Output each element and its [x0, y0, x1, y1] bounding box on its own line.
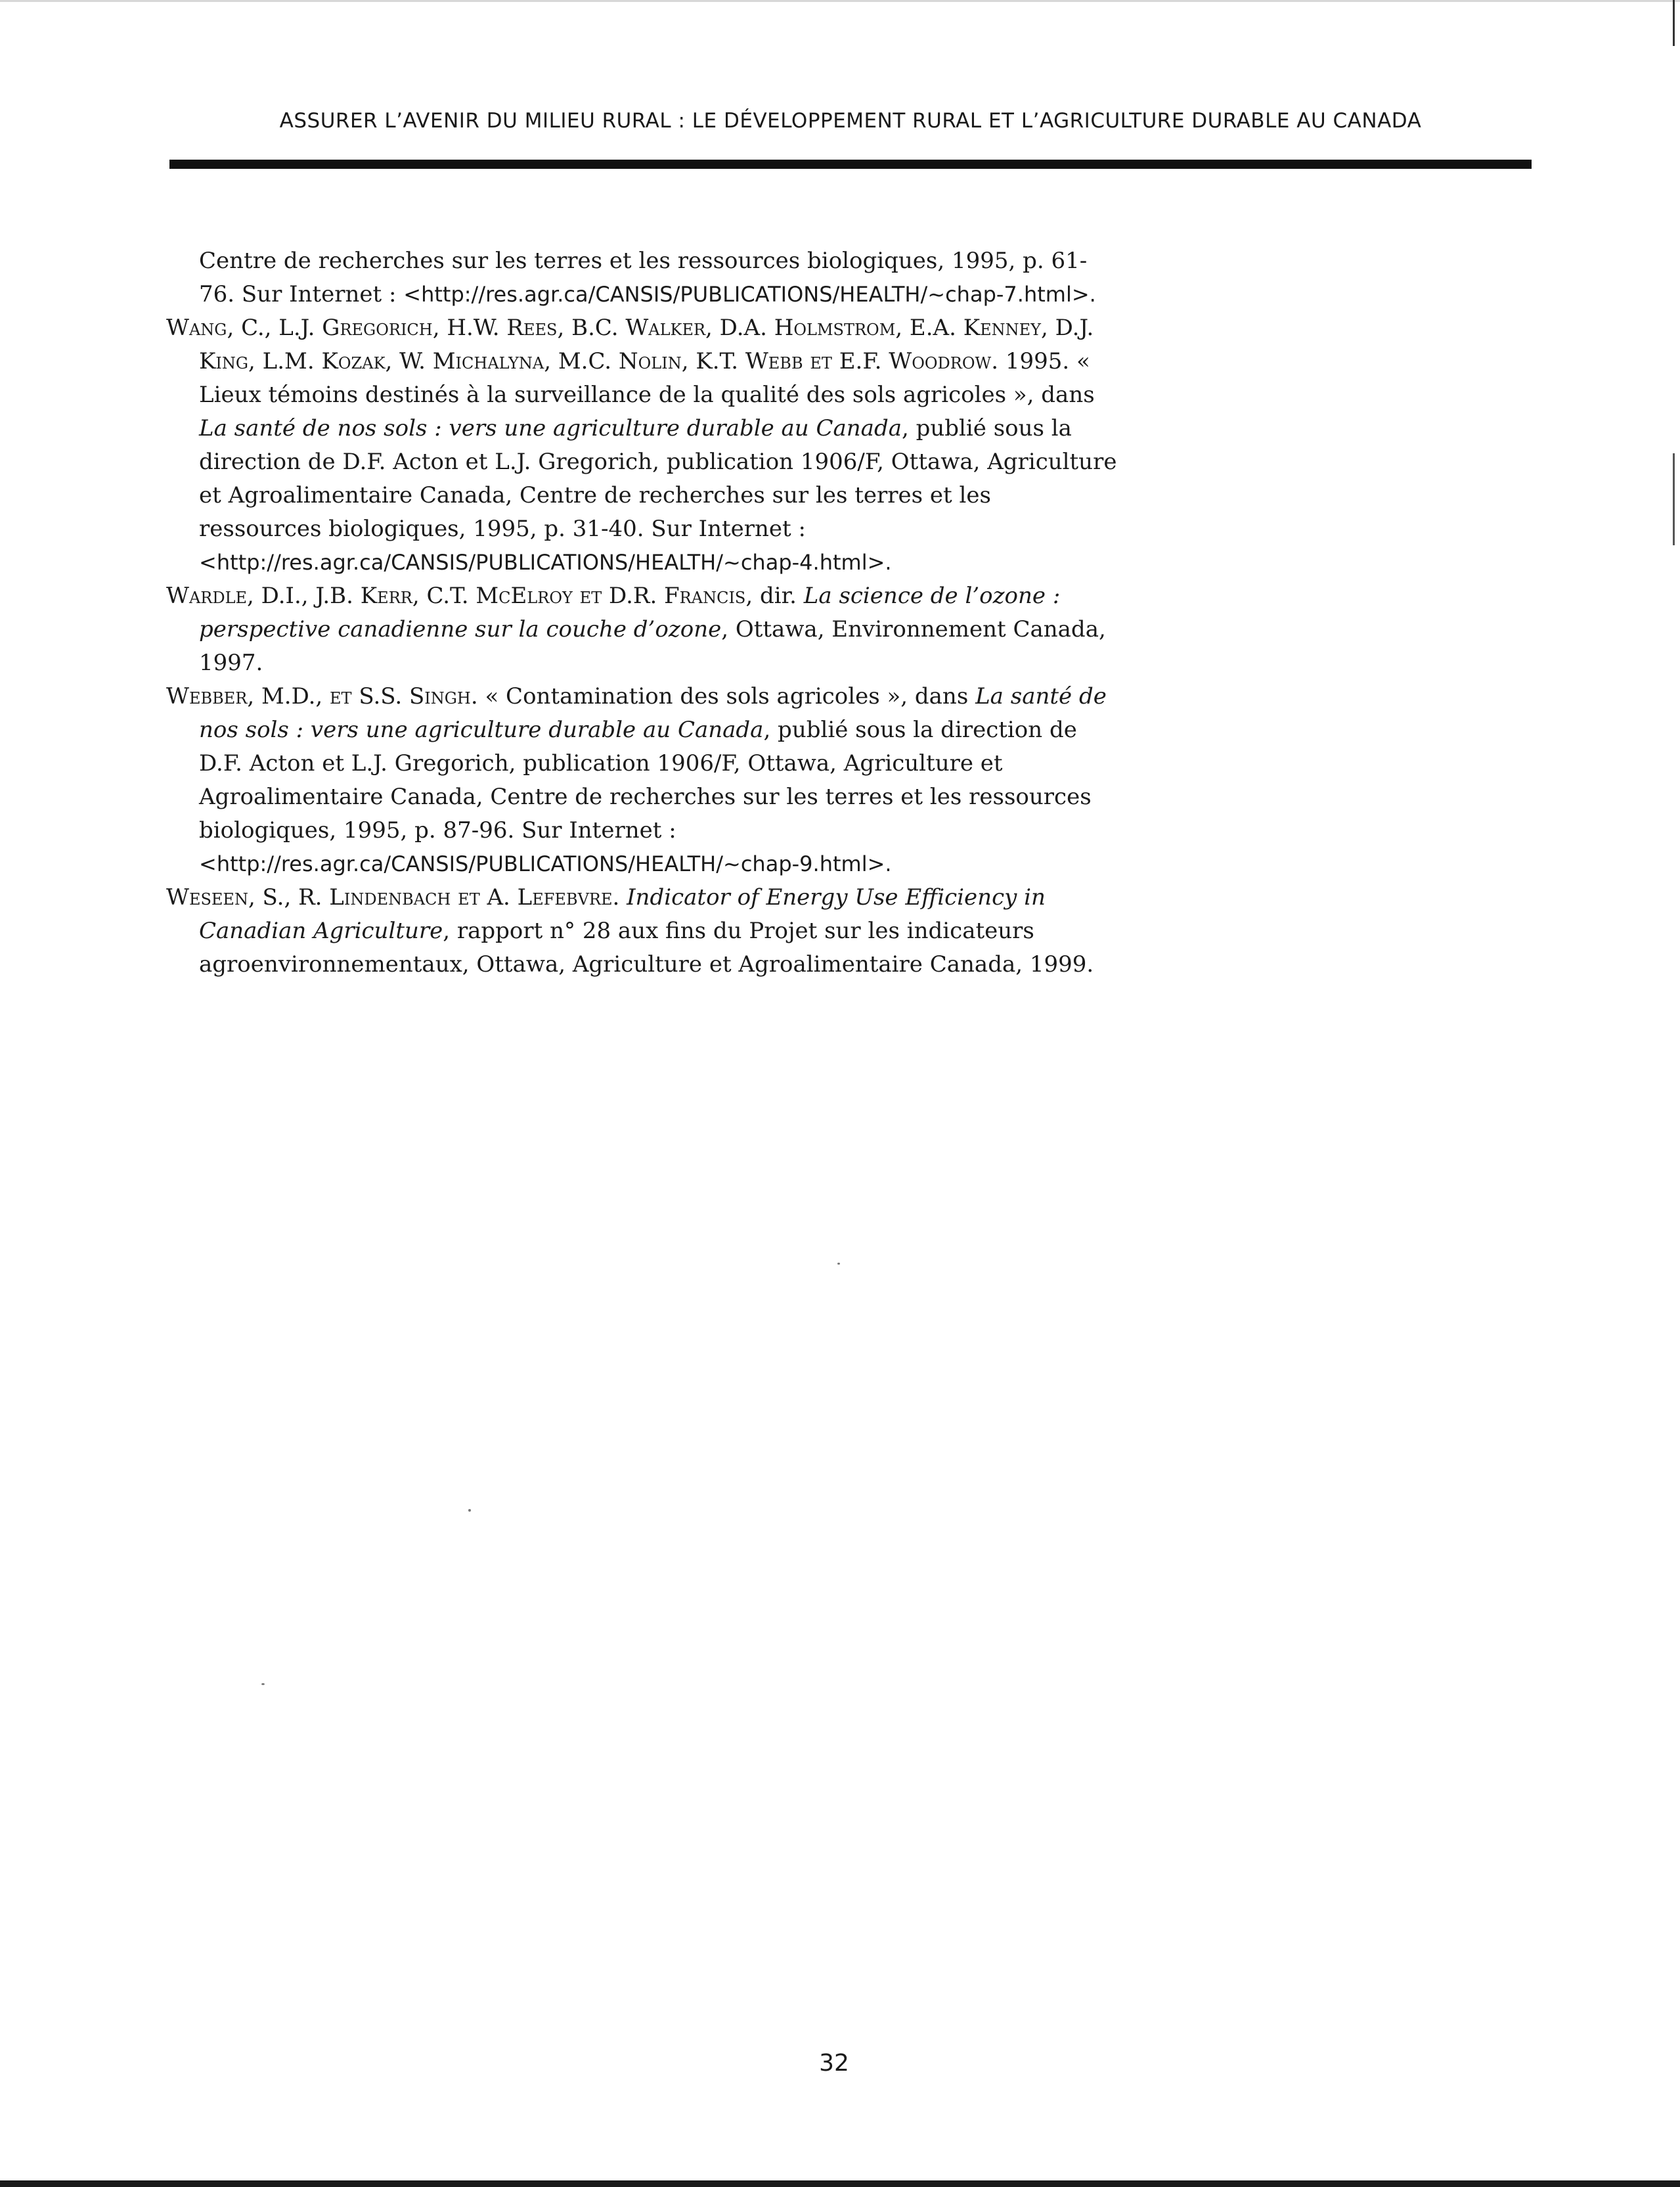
reference-entry — [166, 311, 1118, 579]
reference-entry — [166, 244, 1118, 311]
reference-authors: Wang, C., L.J. Gregorich, H.W. Rees, B.C. Walker, D.A. Holmstrom, E.A. Kenney, D.J. King, L.M. Kozak, W. Michalyna, M.C. Nolin, K.T. Webb et E.F. Woodrow. — [166, 315, 1094, 374]
reference-title: La santé de nos sols : vers une agriculture durable au Canada — [199, 683, 1107, 743]
scan-edge-bottom — [0, 2180, 1680, 2187]
reference-title: La santé de nos sols : vers une agriculture durable au Canada — [199, 415, 902, 441]
reference-text-after: , publié sous la direction de D.F. Acton et L.J. Gregorich, publication 1906/F, Ottawa, Agriculture et Agroalimentaire Canada, Centre de recherches sur les terres et les ressources biologiques, 1995, p. 31-40. Sur Internet : — [199, 415, 1117, 542]
reference-title: Indicator of Energy Use Efficiency in Canadian Agriculture — [199, 884, 1046, 944]
reference-entry — [166, 579, 1118, 680]
page-number: 32 — [819, 2050, 849, 2077]
reference-list — [166, 244, 1118, 981]
reference-text — [619, 884, 627, 911]
reference-url: <http://res.agr.ca/CANSIS/PUBLICATIONS/HEALTH/~chap-9.html>. — [199, 851, 892, 876]
scan-edge-right — [1673, 0, 1675, 46]
reference-authors: Wardle, D.I., J.B. Kerr, C.T. McElroy et D.R. Francis, — [166, 583, 753, 609]
reference-authors: Webber, M.D., et S.S. Singh. — [166, 683, 478, 710]
reference-title: La science de l’ozone : perspective canadienne sur la couche d’ozone — [199, 583, 1061, 643]
reference-text: « Contamination des sols agricoles », dans — [477, 683, 976, 710]
reference-text: dir. — [753, 583, 804, 609]
scan-speck — [468, 1509, 471, 1512]
reference-text: 1995. « Lieux témoins destinés à la surveillance de la qualité des sols agricoles », dans — [199, 348, 1095, 408]
reference-url: <http://res.agr.ca/CANSIS/PUBLICATIONS/HEALTH/~chap-4.html>. — [199, 550, 892, 575]
reference-authors: Weseen, S., R. Lindenbach et A. Lefebvre. — [166, 884, 620, 911]
reference-text-after: , publié sous la direction de D.F. Acton et L.J. Gregorich, publication 1906/F, Ottawa, Agriculture et Agroalimentaire Canada, Centre de recherches sur les terres et les ressources biologiques, 1995, p. 87-96. Sur Internet : — [199, 717, 1092, 844]
reference-text-after: , rapport n° 28 aux fins du Projet sur les indicateurs agroenvironnementaux, Ottawa, Agriculture et Agroalimentaire Canada, 1999. — [199, 918, 1094, 978]
scan-speck — [261, 1683, 265, 1685]
reference-text: Centre de recherches sur les terres et les ressources biologiques, 1995, p. 61-76. Sur Internet : — [199, 248, 1088, 307]
reference-entry — [166, 881, 1118, 981]
reference-url: <http://res.agr.ca/CANSIS/PUBLICATIONS/HEALTH/~chap-7.html>. — [403, 282, 1096, 307]
scan-edge-right-mark — [1673, 453, 1675, 545]
header-rule — [169, 160, 1532, 169]
scan-speck — [837, 1263, 840, 1265]
scan-edge-top — [0, 0, 1680, 2]
reference-text-after: , Ottawa, Environnement Canada, 1997. — [199, 616, 1106, 676]
reference-entry — [166, 680, 1118, 881]
running-header: ASSURER L’AVENIR DU MILIEU RURAL : LE DÉVELOPPEMENT RURAL ET L’AGRICULTURE DURABLE AU CANADA — [279, 109, 1422, 133]
